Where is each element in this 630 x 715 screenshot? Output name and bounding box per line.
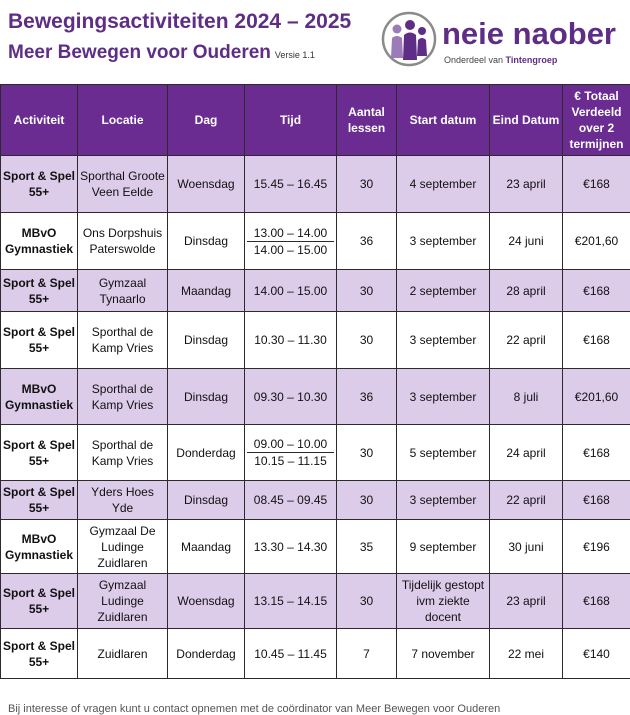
cell-locatie: Zuidlaren <box>78 629 168 679</box>
cell-totaal: €140 <box>563 629 630 679</box>
cell-aantal: 7 <box>337 629 397 679</box>
cell-start: 5 september <box>397 425 490 481</box>
cell-dag: Dinsdag <box>168 312 245 369</box>
cell-eind: 24 juni <box>490 213 563 270</box>
cell-tijd: 14.00 – 15.00 <box>245 270 337 312</box>
cell-totaal: €168 <box>563 574 630 629</box>
cell-locatie: Sporthal de Kamp Vries <box>78 369 168 425</box>
cell-activiteit: Sport & Spel 55+ <box>1 156 78 213</box>
cell-dag: Donderdag <box>168 425 245 481</box>
table-row <box>1 481 630 520</box>
page-subtitle <box>8 42 315 64</box>
logo-name: neie naober <box>442 16 616 51</box>
cell-activiteit: MBvO Gymnastiek <box>1 520 78 574</box>
col-totaal: € Totaal Verdeeld over 2 termijnen <box>563 85 630 156</box>
cell-aantal: 36 <box>337 213 397 270</box>
cell-locatie: Sporthal de Kamp Vries <box>78 312 168 369</box>
col-activiteit: Activiteit <box>1 85 78 156</box>
col-eind-datum: Eind Datum <box>490 85 563 156</box>
cell-tijd: 15.45 – 16.45 <box>245 156 337 213</box>
cell-start: 3 september <box>397 481 490 520</box>
cell-dag: Dinsdag <box>168 213 245 270</box>
cell-aantal: 30 <box>337 156 397 213</box>
subtitle-text: Meer Bewegen voor Ouderen <box>8 42 271 63</box>
cell-eind: 24 april <box>490 425 563 481</box>
cell-locatie: Gymzaal Ludinge Zuidlaren <box>78 574 168 629</box>
table-row <box>1 574 630 629</box>
logo-subtitle <box>444 55 557 65</box>
cell-locatie: Gymzaal Tynaarlo <box>78 270 168 312</box>
footer-note: Bij interesse of vragen kunt u contact opnemen met de coördinator van Meer Bewegen voor Ouderen <box>8 703 501 715</box>
time-slot-1: 09.00 – 10.00 <box>247 436 334 453</box>
cell-locatie: Gymzaal De Ludinge Zuidlaren <box>78 520 168 574</box>
cell-aantal: 30 <box>337 574 397 629</box>
people-logo-icon <box>380 10 438 68</box>
cell-aantal: 30 <box>337 425 397 481</box>
cell-eind: 22 april <box>490 481 563 520</box>
version-label: Versie 1.1 <box>274 50 315 60</box>
table-row <box>1 270 630 312</box>
cell-aantal: 30 <box>337 270 397 312</box>
cell-activiteit: Sport & Spel 55+ <box>1 425 78 481</box>
table-row <box>1 369 630 425</box>
cell-tijd: 08.45 – 09.45 <box>245 481 337 520</box>
cell-dag: Woensdag <box>168 574 245 629</box>
cell-start: 7 november <box>397 629 490 679</box>
cell-start: 3 september <box>397 369 490 425</box>
col-tijd: Tijd <box>245 85 337 156</box>
cell-tijd <box>245 213 337 270</box>
table-row <box>1 629 630 679</box>
table-row <box>1 213 630 270</box>
cell-totaal: €196 <box>563 520 630 574</box>
cell-totaal: €168 <box>563 481 630 520</box>
cell-totaal: €168 <box>563 425 630 481</box>
cell-tijd: 13.15 – 14.15 <box>245 574 337 629</box>
page-title: Bewegingsactiviteiten 2024 – 2025 <box>8 10 352 33</box>
cell-tijd: 10.30 – 11.30 <box>245 312 337 369</box>
cell-eind: 22 april <box>490 312 563 369</box>
cell-eind: 28 april <box>490 270 563 312</box>
logo-sub-brand: Tintengroep <box>505 55 558 65</box>
cell-activiteit: Sport & Spel 55+ <box>1 312 78 369</box>
cell-locatie: Ons Dorpshuis Paterswolde <box>78 213 168 270</box>
cell-eind: 8 juli <box>490 369 563 425</box>
cell-eind: 23 april <box>490 156 563 213</box>
cell-start: 3 september <box>397 312 490 369</box>
schedule-table <box>0 84 630 679</box>
cell-dag: Maandag <box>168 520 245 574</box>
cell-activiteit: Sport & Spel 55+ <box>1 270 78 312</box>
cell-aantal: 30 <box>337 481 397 520</box>
cell-aantal: 30 <box>337 312 397 369</box>
cell-dag: Donderdag <box>168 629 245 679</box>
table-header-row <box>1 85 630 156</box>
table-row <box>1 520 630 574</box>
cell-locatie: Yders Hoes Yde <box>78 481 168 520</box>
cell-activiteit: Sport & Spel 55+ <box>1 481 78 520</box>
table-row <box>1 425 630 481</box>
cell-start: 4 september <box>397 156 490 213</box>
cell-dag: Dinsdag <box>168 481 245 520</box>
cell-dag: Dinsdag <box>168 369 245 425</box>
cell-start: Tijdelijk gestopt ivm ziekte docent <box>397 574 490 629</box>
cell-eind: 23 april <box>490 574 563 629</box>
cell-tijd <box>245 425 337 481</box>
cell-activiteit: MBvO Gymnastiek <box>1 213 78 270</box>
cell-aantal: 36 <box>337 369 397 425</box>
table-row <box>1 156 630 213</box>
cell-totaal: €201,60 <box>563 213 630 270</box>
cell-activiteit: Sport & Spel 55+ <box>1 629 78 679</box>
cell-totaal: €168 <box>563 312 630 369</box>
cell-locatie: Sporthal Groote Veen Eelde <box>78 156 168 213</box>
cell-tijd: 13.30 – 14.30 <box>245 520 337 574</box>
cell-start: 2 september <box>397 270 490 312</box>
cell-totaal: €168 <box>563 270 630 312</box>
cell-locatie: Sporthal de Kamp Vries <box>78 425 168 481</box>
col-start-datum: Start datum <box>397 85 490 156</box>
col-aantal-lessen: Aantal lessen <box>337 85 397 156</box>
cell-totaal: €168 <box>563 156 630 213</box>
cell-activiteit: Sport & Spel 55+ <box>1 574 78 629</box>
cell-eind: 22 mei <box>490 629 563 679</box>
cell-start: 9 september <box>397 520 490 574</box>
brand-logo <box>378 6 630 76</box>
time-slot-2: 14.00 – 15.00 <box>253 242 328 257</box>
table-row <box>1 312 630 369</box>
time-slot-2: 10.15 – 11.15 <box>254 454 327 468</box>
page-header <box>0 0 630 84</box>
cell-dag: Woensdag <box>168 156 245 213</box>
cell-start: 3 september <box>397 213 490 270</box>
cell-dag: Maandag <box>168 270 245 312</box>
cell-tijd: 10.45 – 11.45 <box>245 629 337 679</box>
cell-aantal: 35 <box>337 520 397 574</box>
cell-tijd: 09.30 – 10.30 <box>245 369 337 425</box>
logo-sub-prefix: Onderdeel van <box>444 55 506 65</box>
time-slot-1: 13.00 – 14.00 <box>247 225 334 242</box>
cell-totaal: €201,60 <box>563 369 630 425</box>
cell-activiteit: MBvO Gymnastiek <box>1 369 78 425</box>
col-dag: Dag <box>168 85 245 156</box>
col-locatie: Locatie <box>78 85 168 156</box>
cell-eind: 30 juni <box>490 520 563 574</box>
